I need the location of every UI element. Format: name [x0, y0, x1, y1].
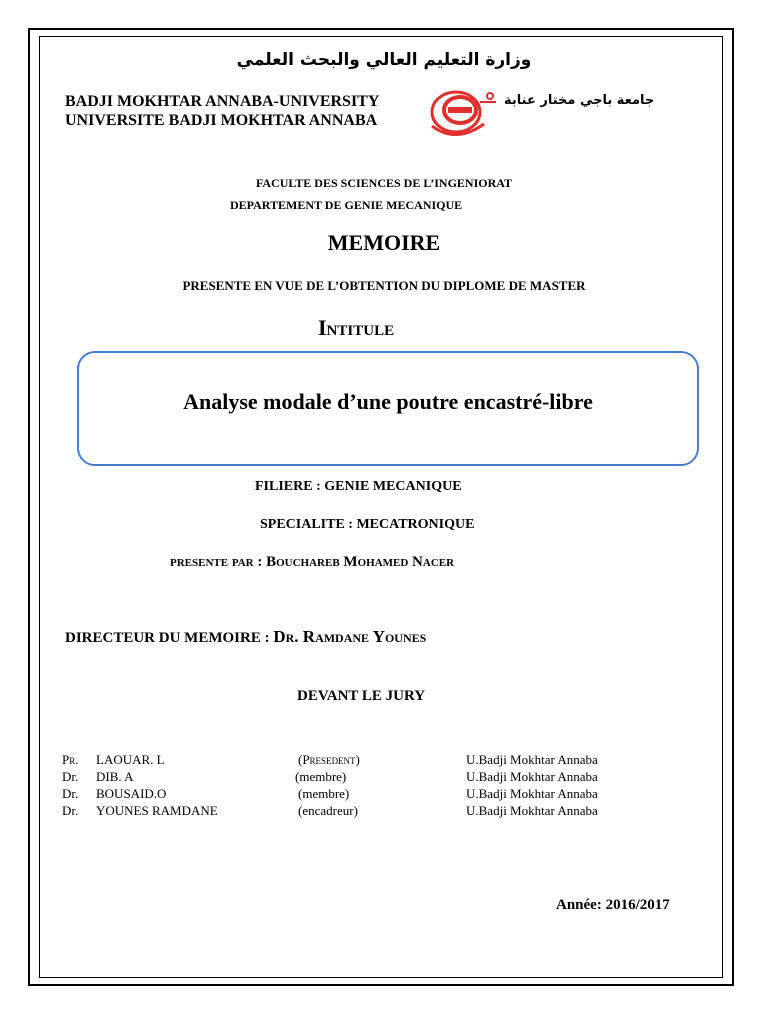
author-label: presente par : — [170, 554, 263, 570]
department-name: DEPARTEMENT DE GENIE MECANIQUE — [230, 198, 463, 212]
document-subtitle: PRESENTE EN VUE DE L’OBTENTION DU DIPLOME DE MASTER — [182, 278, 586, 293]
jury-institution: U.Badji Mokhtar Annaba — [466, 786, 598, 801]
jury-title: Pr. — [62, 752, 79, 767]
university-name-en: BADJI MOKHTAR ANNABA-UNIVERSITY — [65, 93, 380, 110]
jury-institution: U.Badji Mokhtar Annaba — [466, 769, 598, 784]
document-type-heading: MEMOIRE — [327, 230, 441, 255]
faculty-name: FACULTE DES SCIENCES DE L’INGENIORAT — [255, 176, 513, 190]
jury-institution: U.Badji Mokhtar Annaba — [466, 752, 598, 767]
jury-name: LAOUAR. L — [96, 752, 165, 767]
university-name-fr: UNIVERSITE BADJI MOKHTAR ANNABA — [65, 112, 378, 129]
jury-role: (Presedent) — [298, 752, 360, 767]
filiere-label: FILIERE : — [255, 479, 321, 494]
specialite-value: MECATRONIQUE — [356, 517, 475, 532]
author-name: Bouchareb Mohamed Nacer — [266, 554, 455, 570]
author-line — [170, 554, 454, 571]
jury-name: DIB. A — [96, 769, 134, 784]
jury-heading: DEVANT LE JURY — [297, 688, 426, 704]
university-name-block — [65, 92, 379, 130]
ministry-title: وزارة التعليم العالي والبحث العلمي — [236, 50, 532, 70]
jury-name: YOUNES RAMDANE — [96, 803, 218, 818]
jury-role: (membre) — [298, 786, 350, 801]
jury-role: (encadreur) — [298, 803, 358, 818]
jury-role: (membre) — [295, 769, 347, 784]
jury-title: Dr. — [62, 803, 79, 818]
jury-title: Dr. — [62, 769, 79, 784]
thesis-title: Analyse modale d’une poutre encastré-libre — [183, 389, 593, 414]
jury-name: BOUSAID.O — [96, 786, 167, 801]
specialite-line — [260, 517, 474, 533]
specialite-label: SPECIALITE : — [260, 517, 353, 532]
university-logo-icon — [426, 86, 500, 147]
director-line — [65, 627, 426, 647]
filiere-value: GENIE MECANIQUE — [324, 479, 462, 494]
university-name-ar: جامعة باجي مختار عنابة — [504, 93, 655, 108]
jury-title: Dr. — [62, 786, 79, 801]
filiere-line — [255, 479, 462, 495]
director-label: DIRECTEUR DU MEMOIRE : — [65, 630, 270, 646]
academic-year: Année: 2016/2017 — [556, 897, 670, 913]
intitule-heading: Intitule — [318, 315, 395, 340]
jury-institution: U.Badji Mokhtar Annaba — [466, 803, 598, 818]
director-name: Dr. Ramdane Younes — [273, 627, 427, 646]
